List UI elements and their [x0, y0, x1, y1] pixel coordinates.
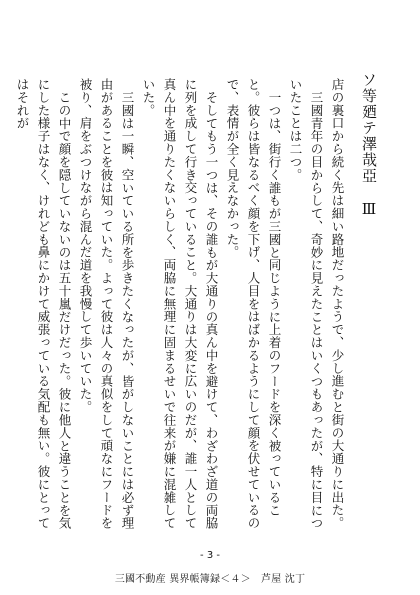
paragraph-1: 店の裏口から続く先は細い路地だったようで、少し進むと街の大通りに出た。 — [330, 78, 345, 530]
paragraph-4: そしてもう一つは、その誰もが大通りの真ん中を避けて、わざわざ道の両脇に列を成して行き交っていること。大通りは大変に広いのだが、誰一人として真ん中を通りたくないらしく、両脇に無理に固まるせいで往来が嫌に混雑していた。 — [141, 78, 219, 530]
book-footer: 三國不動産 異界帳簿録＜４＞ 芦屋 沈丁 — [114, 574, 306, 585]
paragraph-6: この中で顔を隠していないのは五十嵐だけだった。彼に他人と違うことを気にした様子はなく、けれども鼻にかけて威張っている気配も無い。彼にとってはそれが — [15, 78, 72, 530]
paragraph-5: 三國は一瞬、空いている所を歩きたくなったが、皆がしないことには必ず理由があることを彼は知っていた。よって彼は人々の真似をして頑なにフードを被り、肩をぶつけながら混んだ道を我慢して歩いていた。 — [78, 78, 135, 530]
body-text — [15, 78, 348, 533]
page-number: - 3 - — [200, 550, 220, 561]
paragraph-3: 一つは、街行く誰もが三國と同じように上着のフードを深く被っていること。彼らは皆なるべく顔を下げ、人目をはばかるようにして顔を伏せているので、表情が全く見えなかった。 — [225, 78, 282, 530]
paragraph-2: 三國青年の目からして、奇妙に見えたことはいくつもあったが、特に目についたことは二つ。 — [288, 78, 324, 530]
chapter-title: ソ等廼テ澤哉亞 Ⅲ — [360, 72, 378, 219]
